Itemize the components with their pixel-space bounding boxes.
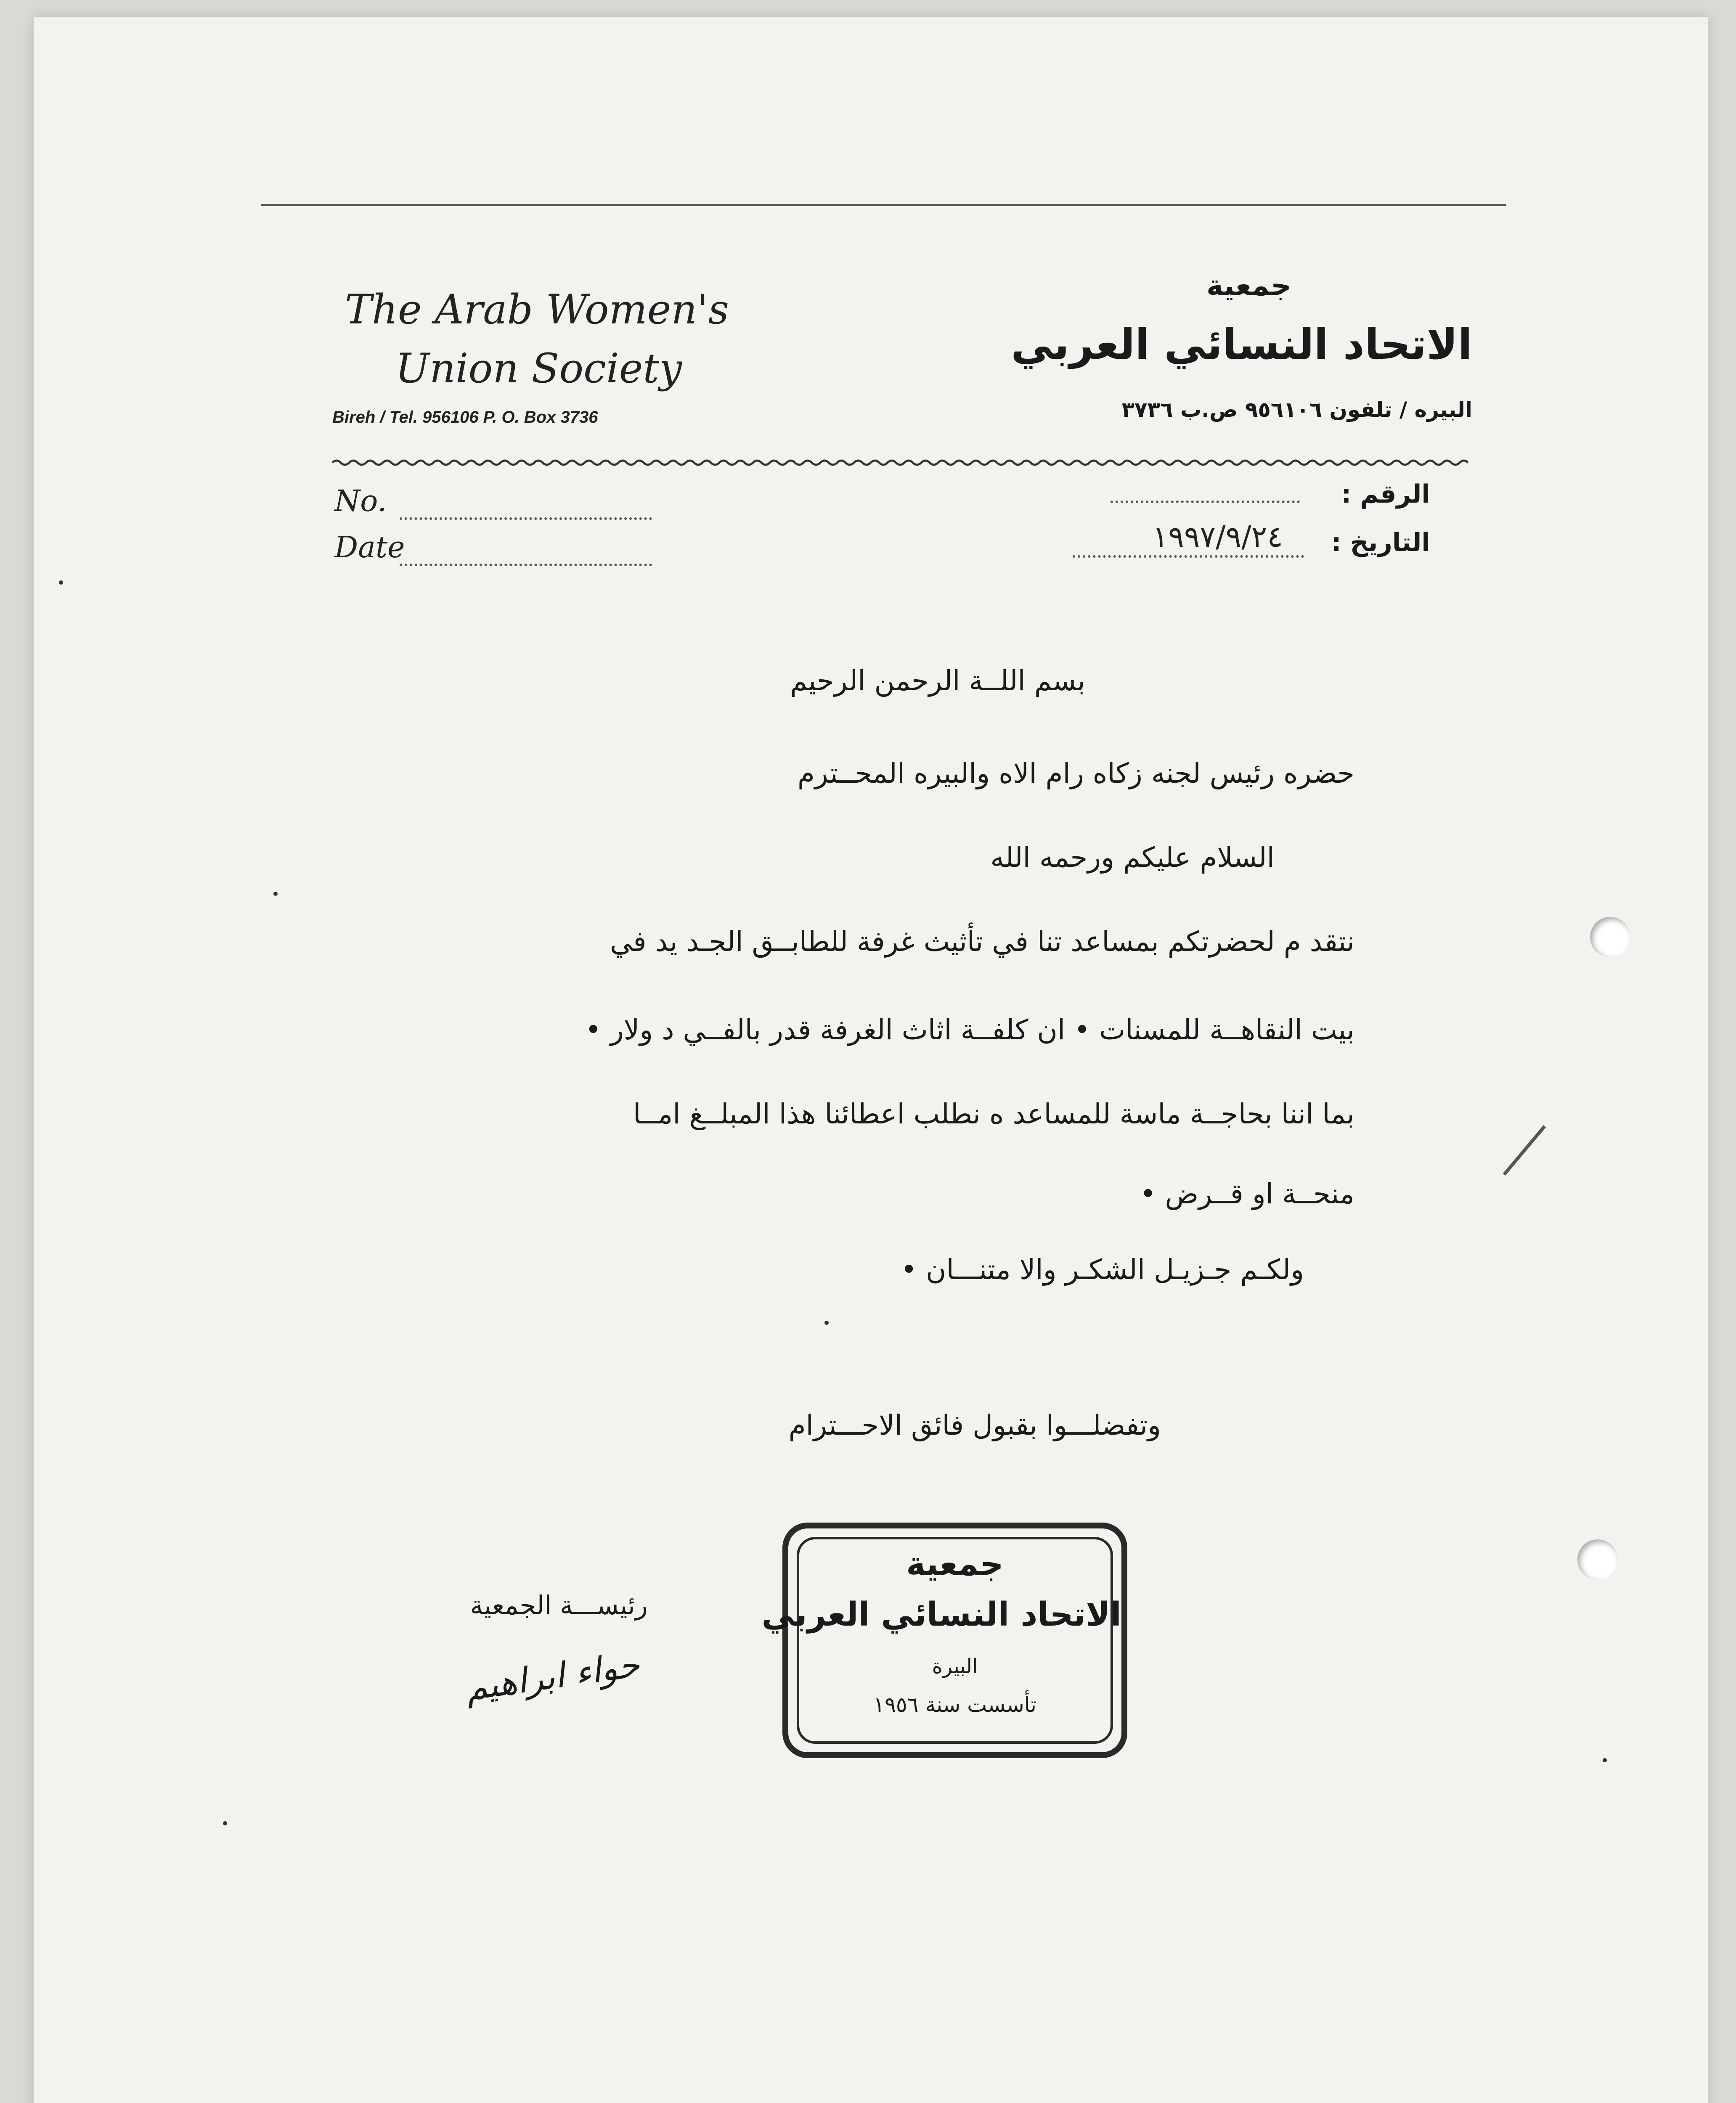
stamp-line-1: جمعية: [906, 1545, 1004, 1583]
ar-date-field: [1073, 555, 1304, 558]
body-line-4: منحــة او قــرض •: [1140, 1178, 1354, 1210]
body-line-2: بيت النقاهــة للمسنات • ان كلفــة اثاث الغرفة قدر بالفــي د ولار •: [585, 1014, 1354, 1046]
body-line-1: نتقد م لحضرتكم بمساعد تنا في تأثيث غرفة للطابــق الجـد يد في: [610, 925, 1354, 958]
top-rule: [261, 204, 1506, 206]
org-name-ar: الاتحاد النسائي العربي: [1011, 320, 1472, 369]
letter-page: [34, 17, 1708, 2103]
paper-speck: [223, 1821, 227, 1825]
no-label: No.: [334, 484, 387, 518]
org-label-ar: جمعية: [1206, 269, 1291, 302]
paper-speck: [273, 892, 278, 896]
stamp-line-2: الاتحاد النسائي العربي: [761, 1596, 1121, 1634]
ar-no-field: [1111, 501, 1300, 503]
signatory-title: رئيســـة الجمعية: [470, 1590, 648, 1621]
letterhead-divider: [332, 458, 1472, 467]
paper-speck: [59, 580, 63, 585]
greeting: السلام عليكم ورحمه الله: [990, 841, 1275, 874]
date-field: [400, 564, 652, 566]
margin-mark: [1503, 1125, 1546, 1176]
addressee: حضره رئيس لجنه زكاه رام الاه والبيره المحــترم: [797, 757, 1354, 789]
thanks-line: ولكـم جـزيـل الشكـر والا متنـــان •: [901, 1253, 1304, 1286]
body-line-3: بما اننا بحاجــة ماسة للمساعد ه نطلب اعطائنا هذا المبلــغ امــا: [633, 1098, 1354, 1130]
punch-hole-bottom: [1577, 1539, 1618, 1580]
organization-stamp: [761, 1523, 1127, 1758]
handwritten-signature: حواء ابراهيم: [463, 1645, 642, 1709]
ar-date-label: التاريخ :: [1331, 528, 1430, 557]
no-field: [400, 517, 652, 520]
stamp-line-4: تأسست سنة ١٩٥٦: [873, 1692, 1036, 1717]
paper-speck: [824, 1321, 829, 1325]
paper-speck: [1603, 1758, 1607, 1762]
date-label: Date: [334, 530, 405, 564]
closing-line: وتفضلـــوا بقبول فائق الاحـــترام: [788, 1409, 1161, 1441]
stamp-line-3: البيرة: [932, 1655, 978, 1678]
org-contact-ar: البيره / تلفون ٩٥٦١٠٦ ص.ب ٣٧٣٦: [1121, 397, 1472, 422]
punch-hole-top: [1590, 917, 1630, 957]
basmala: بسم اللــة الرحمن الرحيم: [790, 665, 1085, 697]
org-contact-en: Bireh / Tel. 956106 P. O. Box 3736: [332, 408, 598, 426]
org-name-en-line1: The Arab Women's: [345, 286, 729, 333]
org-name-en-line2: Union Society: [395, 345, 682, 392]
ar-date-value: ١٩٩٧/٩/٢٤: [1152, 519, 1283, 554]
ar-no-label: الرقم :: [1341, 479, 1430, 509]
